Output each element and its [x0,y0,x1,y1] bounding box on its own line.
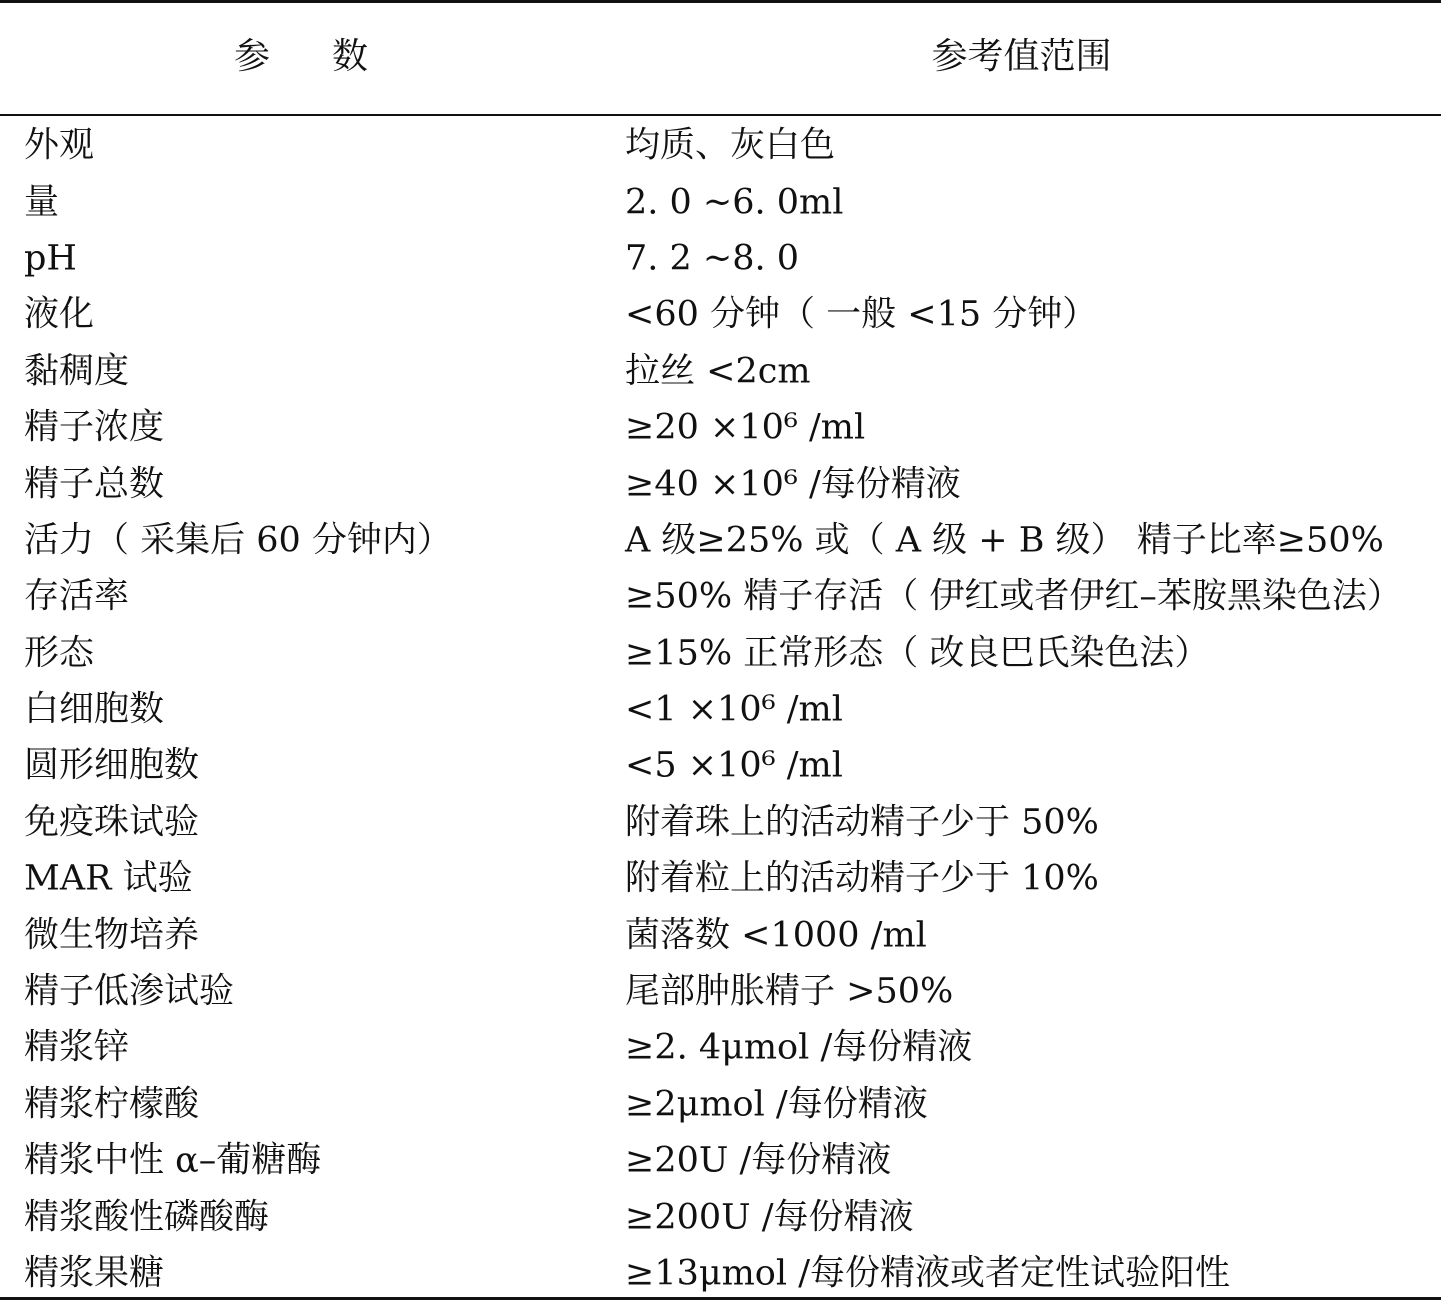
param-cell: 精浆柠檬酸 [24,1084,200,1125]
param-cell: 微生物培养 [24,915,200,956]
table-row [0,400,1441,456]
table-row [0,1020,1441,1076]
table-row [0,344,1441,400]
param-cell: 精子总数 [24,464,165,505]
reference-cell: ≥20 ×10⁶ /ml [625,407,866,448]
reference-cell: ≥13μmol /每份精液或者定性试验阳性 [625,1253,1230,1294]
reference-cell: 附着粒上的活动精子少于 10% [625,858,1099,899]
reference-cell: 均质、灰白色 [625,125,836,166]
reference-cell: ≥20U /每份精液 [625,1140,892,1181]
param-cell: 精子浓度 [24,407,165,448]
table-row [0,1189,1441,1245]
table-row [0,231,1441,287]
param-cell: 精浆锌 [24,1027,130,1068]
reference-cell: 2. 0 ~6. 0ml [625,182,844,223]
reference-cell: ≥200U /每份精液 [625,1197,914,1238]
table-row [0,569,1441,625]
param-cell: MAR 试验 [24,858,193,899]
table-bottom-rule [0,1297,1441,1300]
param-cell: 精浆中性 α–葡糖酶 [24,1140,322,1181]
table-row [0,964,1441,1020]
reference-cell: 尾部肿胀精子 >50% [625,971,954,1012]
reference-cell: ≥15% 正常形态（ 改良巴氏染色法） [625,633,1210,674]
param-cell: 形态 [24,633,95,674]
param-cell: 圆形细胞数 [24,745,200,786]
table-row [0,907,1441,963]
reference-cell: <1 ×10⁶ /ml [625,689,843,730]
param-cell: 白细胞数 [24,689,165,730]
reference-cell: ≥40 ×10⁶ /每份精液 [625,464,961,505]
param-cell: 黏稠度 [24,351,130,392]
table-row [0,456,1441,512]
table-row [0,1077,1441,1133]
param-cell: 精浆酸性磷酸酶 [24,1197,270,1238]
param-cell: 活力（ 采集后 60 分钟内） [24,520,452,561]
table-row [0,118,1441,174]
table-header-rule [0,114,1441,116]
reference-cell: 附着珠上的活动精子少于 50% [625,802,1099,843]
reference-cell: <5 ×10⁶ /ml [625,745,843,786]
reference-cell: ≥50% 精子存活（ 伊红或者伊红–苯胺黑染色法） [625,576,1402,617]
param-cell: 外观 [24,125,95,166]
param-cell: 精子低渗试验 [24,971,235,1012]
table-row [0,513,1441,569]
header-reference-label: 参考值范围 [931,36,1112,77]
table-row [0,795,1441,851]
param-cell: 存活率 [24,576,130,617]
table-row [0,851,1441,907]
table-row [0,174,1441,230]
param-cell: 液化 [24,294,95,335]
param-cell: 量 [24,182,60,223]
reference-cell: ≥2μmol /每份精液 [625,1084,928,1125]
table-row [0,738,1441,794]
param-cell: 精浆果糖 [24,1253,165,1294]
table-row [0,1246,1441,1302]
table-row [0,287,1441,343]
table-row [0,1133,1441,1189]
param-cell: pH [24,238,77,279]
table-row [0,682,1441,738]
reference-cell: <60 分钟（ 一般 <15 分钟） [625,294,1098,335]
reference-cell: ≥2. 4μmol /每份精液 [625,1027,973,1068]
reference-cell: A 级≥25% 或（ A 级 + B 级） 精子比率≥50% [625,520,1384,561]
table-body [0,118,1441,1302]
reference-cell: 菌落数 <1000 /ml [625,915,927,956]
header-reference [602,0,1441,114]
header-param-label: 参数 [233,36,430,77]
reference-cell: 拉丝 <2cm [625,351,811,392]
reference-cell: 7. 2 ~8. 0 [625,238,800,279]
table-row [0,626,1441,682]
header-param [0,0,602,114]
param-cell: 免疫珠试验 [24,802,200,843]
